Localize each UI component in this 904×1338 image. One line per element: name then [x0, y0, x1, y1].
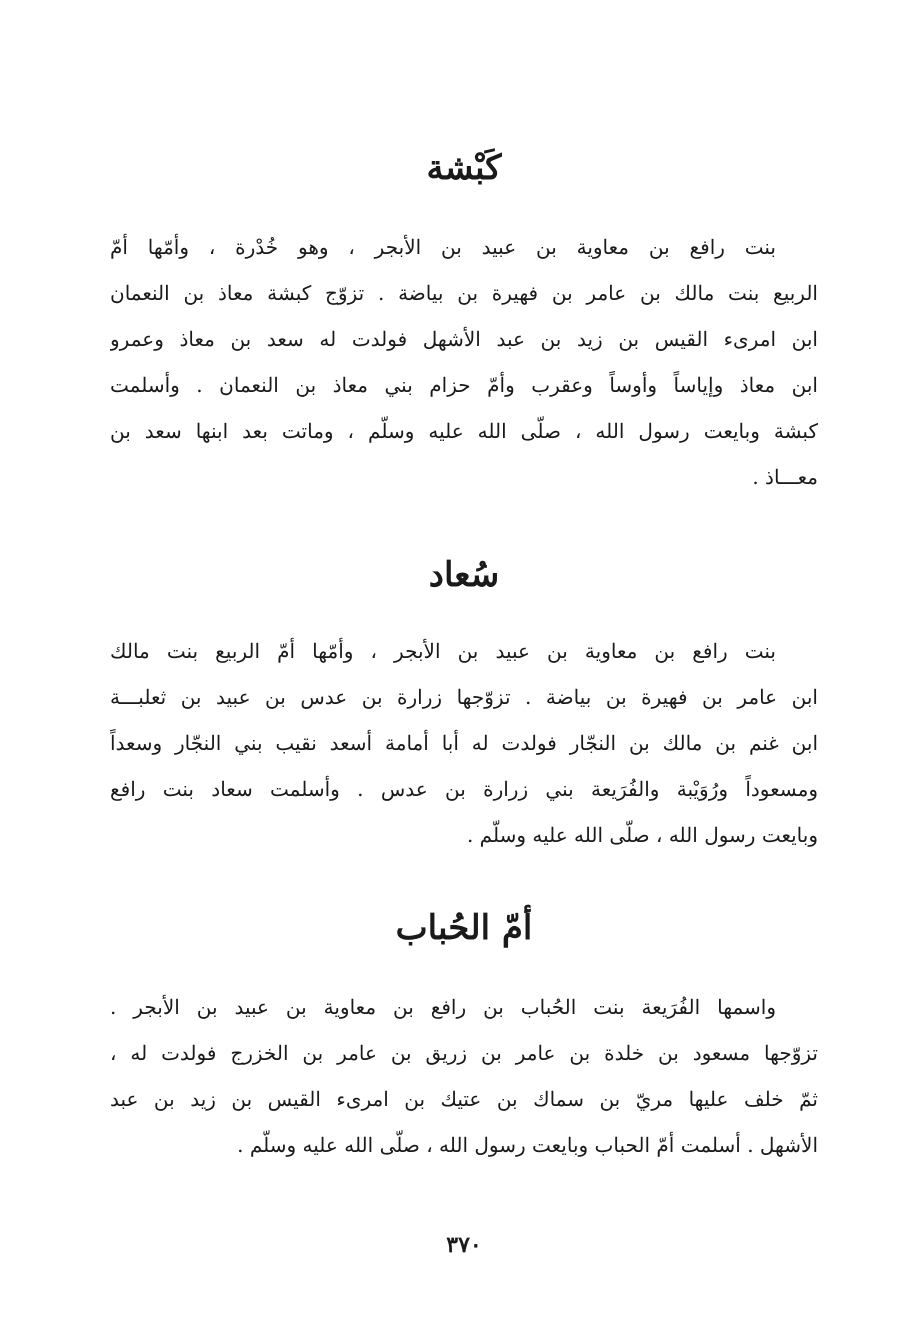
section-title-suad: سُعاد [428, 555, 500, 595]
text-line: بنت رافع بن معاوية بن عبيد بن الأبجر ، وهو خُدْرة ، وأمّها أمّ [110, 235, 776, 259]
text-line: كبشة وبايعت رسول الله ، صلّى الله عليه وسلّم ، وماتت بعد ابنها سعد بن [110, 419, 818, 443]
text-line: تزوّجها مسعود بن خلدة بن عامر بن زريق بن عامر بن الخزرج فولدت له ، [110, 1041, 818, 1065]
text-line: ابن غنم بن مالك بن النجّار فولدت له أبا أمامة أسعد نقيب بني النجّار وسعداً [110, 731, 818, 755]
text-line: معـــاذ . [752, 465, 818, 489]
text-line: ثمّ خلف عليها مريّ بن سماك بن عتيك بن امرىء القيس بن زيد بن عبد [110, 1087, 818, 1111]
document-page [110, 0, 818, 1338]
text-line: واسمها الفُرَيعة بنت الحُباب بن رافع بن معاوية بن عبيد بن الأبجر . [110, 995, 776, 1019]
section-body-umm-al-hubab [110, 984, 818, 1168]
section-body-suad [110, 628, 818, 858]
text-line: ابن معاذ وإياساً وأوساً وعقرب وأمّ حزام بني معاذ بن النعمان . وأسلمت [110, 373, 818, 397]
section-title-kabsha: كَبْشة [426, 148, 502, 188]
text-line: ابن امرىء القيس بن زيد بن عبد الأشهل فولدت له سعد بن معاذ وعمرو [110, 327, 818, 351]
section-body-kabsha [110, 224, 818, 500]
page-number: ٣٧٠ [446, 1232, 482, 1258]
text-line: الربيع بنت مالك بن عامر بن فهيرة بن بياضة . تزوّج كبشة معاذ بن النعمان [110, 281, 818, 305]
text-line: الأشهل . أسلمت أمّ الحباب وبايعت رسول الله ، صلّى الله عليه وسلّم . [237, 1133, 818, 1157]
text-line: ومسعوداً ورُوَيْبة والفُرَيعة بني زرارة بن عدس . وأسلمت سعاد بنت رافع [110, 777, 818, 801]
section-title-umm-al-hubab: أمّ الحُباب [395, 908, 533, 948]
text-line: بنت رافع بن معاوية بن عبيد بن الأبجر ، وأمّها أمّ الربيع بنت مالك [110, 639, 776, 663]
text-line: وبايعت رسول الله ، صلّى الله عليه وسلّم . [466, 823, 818, 847]
text-line: ابن عامر بن فهيرة بن بياضة . تزوّجها زرارة بن عدس بن عبيد بن ثعلبـــة [110, 685, 818, 709]
